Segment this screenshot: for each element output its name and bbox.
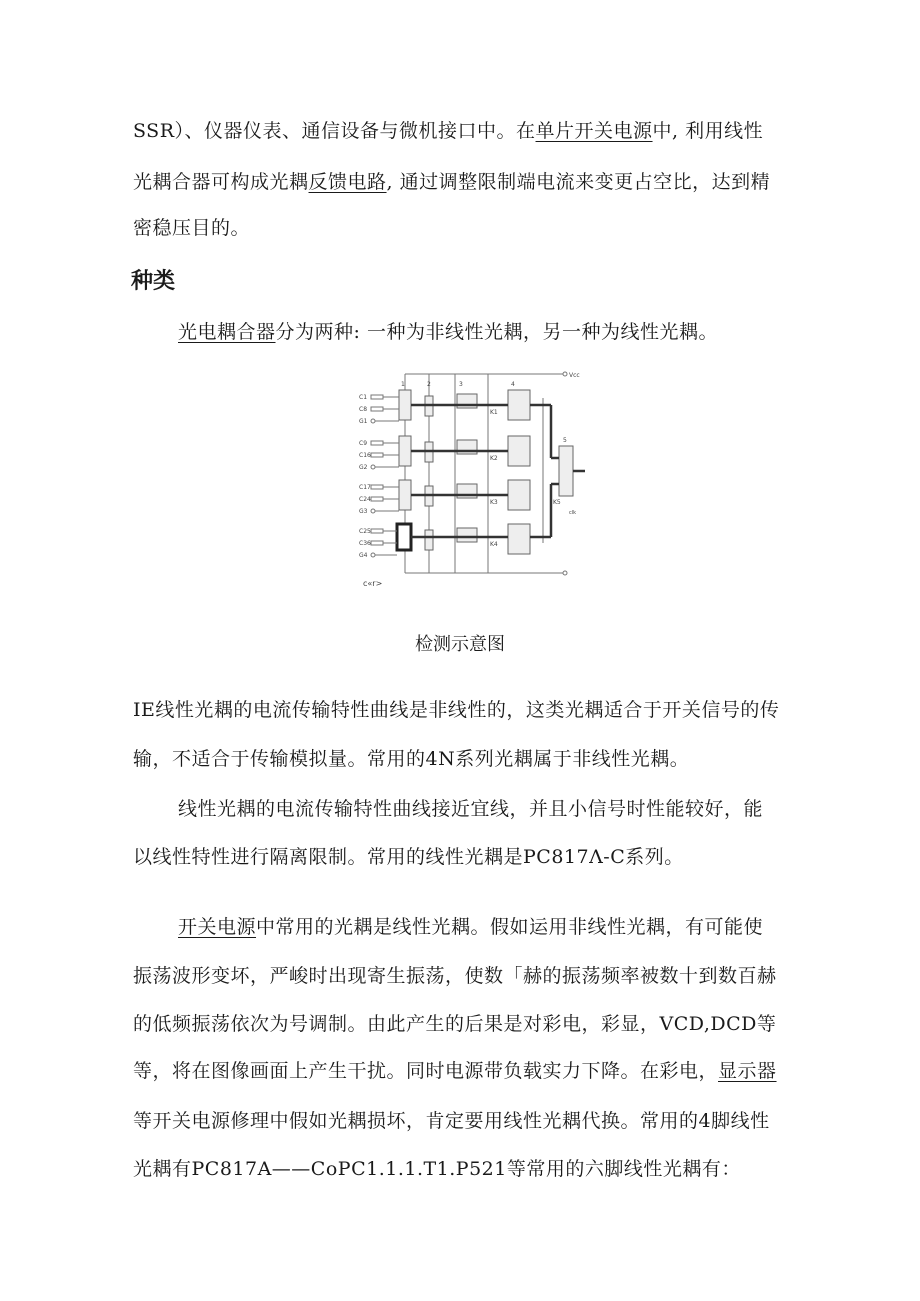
input-label: C25 (359, 528, 371, 535)
para5-line5: 等开关电源修理中假如光耦损坏，肯定要用线性光耦代换。常用的4脚线性 (133, 1110, 770, 1132)
input-label: C9 (359, 440, 368, 447)
k-label: K4 (490, 541, 498, 548)
k-label: K2 (490, 455, 498, 462)
input-label: G1 (359, 418, 368, 425)
block-number: 2 (427, 381, 431, 388)
link-display[interactable]: 显示器 (718, 1060, 777, 1082)
para4-line2: 以线性特性进行隔离限制。常用的线性光耦是PC817Λ-C系列。 (133, 846, 684, 868)
para3-line1: IE线性光耦的电流传输特性曲线是非线性的，这类光耦适合于开关信号的传 (133, 699, 780, 721)
link-switching-power[interactable]: 开关电源 (178, 916, 257, 938)
para5-line1 (178, 915, 763, 939)
block-number: 4 (511, 381, 515, 388)
circuit-svg (333, 368, 593, 588)
input-label: C8 (359, 406, 368, 413)
vcc-label: Vcc (569, 372, 580, 379)
k-label: K5 (553, 499, 561, 506)
k-label: K1 (490, 409, 498, 416)
block-number: 1 (401, 381, 405, 388)
input-label: C16 (359, 452, 371, 459)
input-label: G3 (359, 508, 368, 515)
section-heading: 种类 (131, 269, 176, 294)
input-label: C1 (359, 394, 368, 401)
figure-caption: 检测示意图 (415, 634, 505, 655)
para2-text: 分为两种: 一种为非线性光耦，另一种为线性光耦。 (275, 321, 718, 343)
para3-line2: 输，不适合于传输模拟量。常用的4N系列光耦属于非线性光耦。 (133, 748, 690, 770)
para1-text: 光耦合器可构成光耦 (133, 171, 309, 193)
para1-line2 (133, 170, 770, 194)
input-label: C17 (359, 484, 371, 491)
link-feedback-circuit[interactable]: 反馈电路 (308, 171, 387, 193)
para1-text: , 通过调整限制端电流来变更占空比，达到精 (386, 171, 771, 193)
link-single-chip-switching-power[interactable]: 单片开关电源 (535, 120, 653, 142)
figure-bottom-label: c«r> (363, 579, 383, 588)
para5-text: 中常用的光耦是线性光耦。假如运用非线性光耦，有可能使 (256, 916, 764, 938)
detection-diagram (333, 368, 593, 588)
para4-line1: 线性光耦的电流传输特性曲线接近宜线，并且小信号时性能较好，能 (178, 798, 764, 820)
para1-line3: 密稳压目的。 (133, 217, 251, 239)
block-number: 3 (459, 381, 463, 388)
para1-text: SSR）、仪器仪表、通信设备与微机接口中。在 (133, 120, 536, 142)
para5-line3: 的低频振荡依次为号调制。由此产生的后果是对彩电，彩显，VCD,DCD等 (133, 1013, 777, 1035)
input-label: G4 (359, 552, 368, 559)
para5-line2: 振荡波形变坏，严峻时出现寄生振荡，使数「赫的振荡频率被数十到数百赫 (133, 965, 777, 987)
input-label: G2 (359, 464, 368, 471)
clk-label: clk (569, 510, 577, 516)
para5-line4 (133, 1059, 777, 1083)
block-number: 5 (563, 437, 567, 444)
para1-line1 (133, 119, 763, 143)
para1-text: 中, 利用线性 (652, 120, 764, 142)
k-label: K3 (490, 499, 498, 506)
input-label: C24 (359, 496, 371, 503)
input-label: C36 (359, 540, 371, 547)
para5-text: 等，将在图像画面上产生干扰。同时电源带负载实力下降。在彩电， (133, 1060, 719, 1082)
link-optocoupler[interactable]: 光电耦合器 (178, 321, 276, 343)
para2-line1 (178, 320, 718, 344)
para5-line6: 光耦有PC817A——CoPC1.1.1.T1.P521等常用的六脚线性光耦有： (133, 1158, 741, 1180)
